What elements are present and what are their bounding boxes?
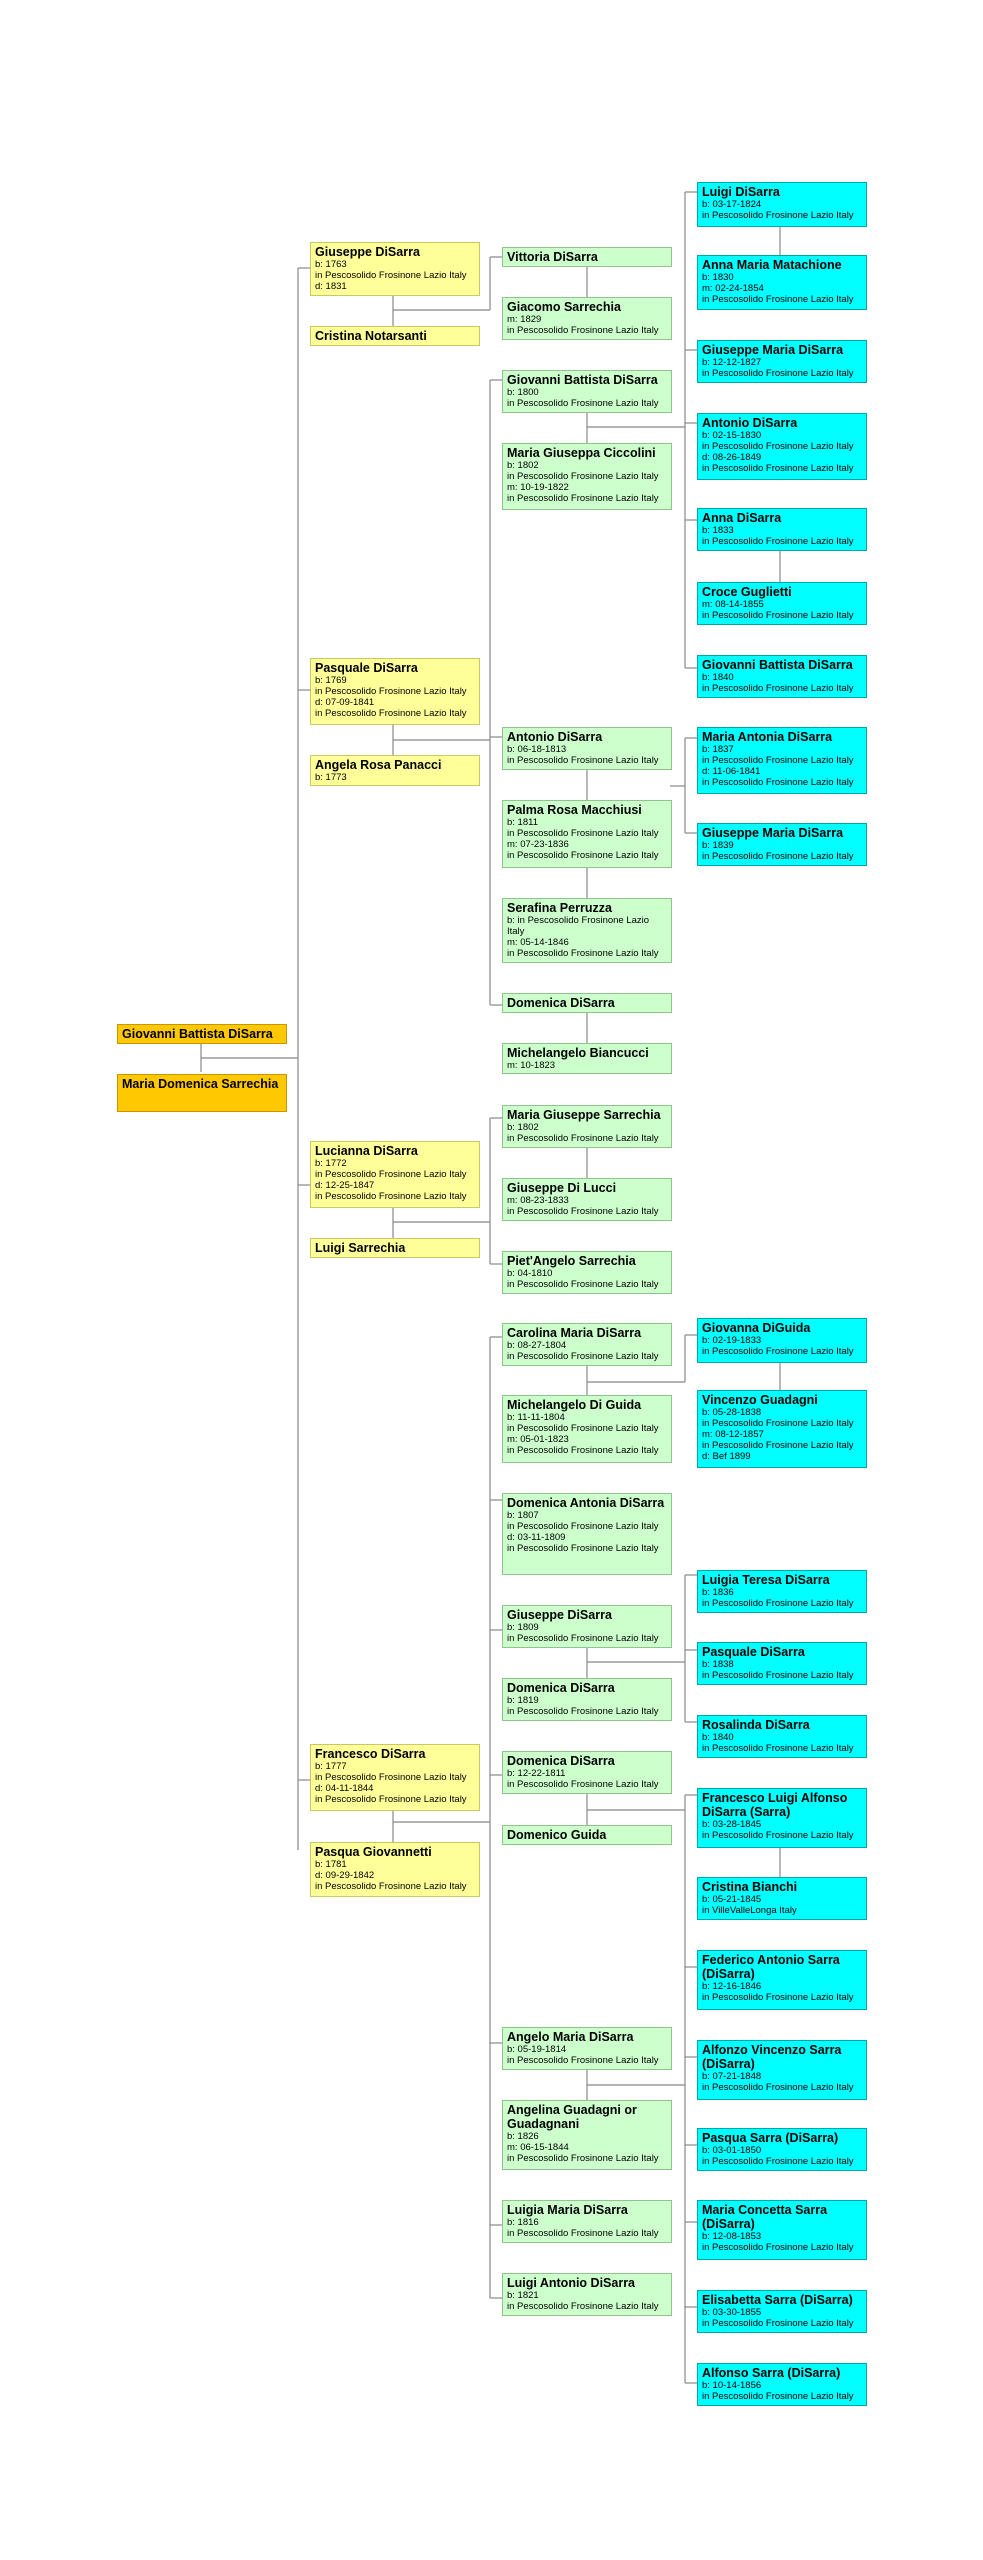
person-detail: in Pescosolido Frosinone Lazio Italy (315, 1881, 467, 1892)
person-detail: in Pescosolido Frosinone Lazio Italy (315, 270, 467, 281)
person-box[interactable] (310, 326, 480, 346)
person-detail: m: 10-1823 (507, 1060, 556, 1071)
person-detail: b: 02-19-1833 (702, 1335, 762, 1346)
person-detail: in Pescosolido Frosinone Lazio Italy (702, 2242, 854, 2253)
person-detail: b: 03-17-1824 (702, 199, 762, 210)
person-detail: in Pescosolido Frosinone Lazio Italy (507, 1445, 659, 1456)
person-box[interactable] (697, 1950, 867, 2010)
person-detail: d: 12-25-1847 (315, 1180, 375, 1191)
person-name: Anna DiSarra (702, 511, 782, 525)
person-detail: in Pescosolido Frosinone Lazio Italy (507, 1521, 659, 1532)
person-box[interactable] (502, 247, 672, 267)
person-name: Cristina Bianchi (702, 1880, 798, 1894)
person-name: Michelangelo Biancucci (507, 1046, 649, 1060)
person-detail: b: 05-21-1845 (702, 1894, 762, 1905)
person-box[interactable] (502, 2273, 672, 2316)
person-detail: b: 1781 (315, 1859, 347, 1870)
person-detail: b: 1802 (507, 460, 539, 471)
person-detail: b: 1836 (702, 1587, 734, 1598)
person-detail: b: 07-21-1848 (702, 2071, 762, 2082)
person-name: Luigi Antonio DiSarra (507, 2276, 636, 2290)
person-detail: b: 12-08-1853 (702, 2231, 762, 2242)
person-name: Giacomo Sarrechia (507, 300, 621, 314)
person-name: Anna Maria Matachione (702, 258, 842, 272)
person-box[interactable] (697, 1318, 867, 1363)
person-box[interactable] (502, 727, 672, 770)
person-detail: in Pescosolido Frosinone Lazio Italy (315, 708, 467, 719)
person-name: Giuseppe Maria DiSarra (702, 343, 844, 357)
person-detail: b: 1763 (315, 259, 347, 270)
person-name: Vincenzo Guadagni (702, 1393, 818, 1407)
person-detail: b: 1769 (315, 675, 347, 686)
person-name: Serafina Perruzza (507, 901, 612, 915)
person-detail: d: Bef 1899 (702, 1451, 751, 1462)
person-box[interactable] (502, 1178, 672, 1221)
person-detail: in Pescosolido Frosinone Lazio Italy (702, 1830, 854, 1841)
person-box[interactable] (310, 658, 480, 725)
person-name: Elisabetta Sarra (DiSarra) (702, 2293, 853, 2307)
person-detail: m: 05-14-1846 (507, 937, 569, 948)
person-detail: in Pescosolido Frosinone Lazio Italy (507, 1543, 659, 1554)
person-name: Lucianna DiSarra (315, 1144, 418, 1158)
person-box[interactable] (310, 1744, 480, 1811)
person-detail: in Pescosolido Frosinone Lazio Italy (507, 2153, 659, 2164)
person-name: Croce Guglietti (702, 585, 792, 599)
person-detail: b: 1819 (507, 1695, 539, 1706)
person-detail: in Pescosolido Frosinone Lazio Italy (507, 471, 659, 482)
person-name: Luigi Sarrechia (315, 1241, 406, 1255)
person-box[interactable] (310, 1238, 480, 1258)
person-detail: in Pescosolido Frosinone Lazio Italy (702, 2391, 854, 2402)
person-box[interactable] (502, 898, 672, 963)
person-name: Antonio DiSarra (507, 730, 603, 744)
person-detail: in Pescosolido Frosinone Lazio Italy (507, 2055, 659, 2066)
person-box[interactable] (697, 1390, 867, 1468)
person-detail: b: 12-12-1827 (702, 357, 762, 368)
person-name: Alfonso Sarra (DiSarra) (702, 2366, 841, 2380)
person-box[interactable] (697, 1570, 867, 1613)
person-detail: d: 04-11-1844 (315, 1783, 374, 1794)
person-box[interactable] (502, 1678, 672, 1721)
person-box[interactable] (697, 2363, 867, 2406)
person-name: Giovanna DiGuida (702, 1321, 811, 1335)
person-detail: b: 1826 (507, 2131, 539, 2142)
person-name: Maria Giuseppe Sarrechia (507, 1108, 661, 1122)
person-name: Giuseppe Di Lucci (507, 1181, 617, 1195)
person-box[interactable] (502, 993, 672, 1013)
person-detail: in Pescosolido Frosinone Lazio Italy (507, 1351, 659, 1362)
person-name: Vittoria DiSarra (507, 250, 598, 264)
person-box[interactable] (697, 1715, 867, 1758)
person-box[interactable] (697, 727, 867, 794)
person-detail: in Pescosolido Frosinone Lazio Italy (702, 1670, 854, 1681)
person-name: Giovanni Battista DiSarra (122, 1027, 273, 1041)
person-name: Alfonzo Vincenzo Sarra (DiSarra) (702, 2043, 842, 2071)
person-name: Giuseppe DiSarra (315, 245, 420, 259)
person-box[interactable] (502, 443, 672, 510)
person-detail: m: 02-24-1854 (702, 283, 764, 294)
person-detail: in Pescosolido Frosinone Lazio Italy (507, 828, 659, 839)
person-detail: in Pescosolido Frosinone Lazio Italy (702, 2156, 854, 2167)
person-box[interactable] (697, 655, 867, 698)
person-detail: b: 11-11-1804 (507, 1412, 565, 1423)
person-box[interactable] (502, 1395, 672, 1463)
person-name: Palma Rosa Macchiusi (507, 803, 642, 817)
person-name: Cristina Notarsanti (315, 329, 427, 343)
person-name: Domenica Antonia DiSarra (507, 1496, 665, 1510)
person-name: Luigi DiSarra (702, 185, 780, 199)
person-box[interactable] (502, 1043, 672, 1074)
person-box[interactable] (697, 582, 867, 625)
person-detail: b: 04-1810 (507, 1268, 553, 1279)
person-name: Michelangelo Di Guida (507, 1398, 642, 1412)
person-detail: b: 03-01-1850 (702, 2145, 762, 2156)
person-box[interactable] (697, 2200, 867, 2260)
person-detail: in Pescosolido Frosinone Lazio Italy (702, 210, 854, 221)
person-detail: in Pescosolido Frosinone Lazio Italy (702, 368, 854, 379)
person-name: Maria Domenica Sarrechia (122, 1077, 279, 1091)
person-detail: d: 1831 (315, 281, 347, 292)
person-detail: d: 03-11-1809 (507, 1532, 566, 1543)
person-box[interactable] (697, 413, 867, 480)
person-name: Piet'Angelo Sarrechia (507, 1254, 636, 1268)
person-detail: d: 07-09-1841 (315, 697, 375, 708)
person-detail: in Pescosolido Frosinone Lazio Italy (507, 493, 659, 504)
person-box[interactable] (697, 823, 867, 866)
person-box[interactable] (502, 2200, 672, 2243)
person-box[interactable] (502, 2027, 672, 2070)
person-name: Pasqua Sarra (DiSarra) (702, 2131, 839, 2145)
person-detail: m: 05-01-1823 (507, 1434, 569, 1445)
person-name: Domenica DiSarra (507, 996, 615, 1010)
person-detail: in Pescosolido Frosinone Lazio Italy (507, 2228, 659, 2239)
person-detail: d: 09-29-1842 (315, 1870, 375, 1881)
person-box[interactable] (310, 1842, 480, 1897)
person-detail: b: 12-16-1846 (702, 1981, 762, 1992)
person-name: Rosalinda DiSarra (702, 1718, 810, 1732)
person-detail: in Pescosolido Frosinone Lazio Italy (507, 755, 659, 766)
person-detail: in Pescosolido Frosinone Lazio Italy (507, 1706, 659, 1717)
person-detail: b: 05-19-1814 (507, 2044, 567, 2055)
person-detail: b: 10-14-1856 (702, 2380, 762, 2391)
person-detail: d: 11-06-1841 (702, 766, 761, 777)
person-detail: b: 1800 (507, 387, 539, 398)
person-detail: in Pescosolido Frosinone Lazio Italy (702, 294, 854, 305)
person-name: Federico Antonio Sarra (DiSarra) (702, 1953, 840, 1981)
person-box[interactable] (310, 755, 480, 786)
person-detail: in Pescosolido Frosinone Lazio Italy (507, 1633, 659, 1644)
person-detail: d: 08-26-1849 (702, 452, 762, 463)
person-detail: m: 08-12-1857 (702, 1429, 764, 1440)
person-detail: in Pescosolido Frosinone Lazio Italy (507, 850, 659, 861)
person-detail: in Pescosolido Frosinone Lazio Italy (507, 1279, 659, 1290)
person-detail: in Pescosolido Frosinone Lazio Italy (315, 1772, 467, 1783)
person-box[interactable] (502, 1751, 672, 1794)
person-box[interactable] (502, 800, 672, 868)
person-name: Domenica DiSarra (507, 1681, 615, 1695)
person-detail: b: 05-28-1838 (702, 1407, 762, 1418)
person-detail: in Pescosolido Frosinone Lazio Italy (702, 463, 854, 474)
person-name: Francesco Luigi Alfonso DiSarra (Sarra) (702, 1791, 848, 1819)
person-name: Luigia Teresa DiSarra (702, 1573, 830, 1587)
person-detail: b: in Pescosolido Frosinone Lazio Italy (507, 915, 650, 937)
person-detail: in Pescosolido Frosinone Lazio Italy (702, 683, 854, 694)
person-detail: b: 08-27-1804 (507, 1340, 567, 1351)
person-box[interactable] (697, 1642, 867, 1685)
person-name: Carolina Maria DiSarra (507, 1326, 642, 1340)
person-detail: b: 1839 (702, 840, 734, 851)
person-detail: in Pescosolido Frosinone Lazio Italy (315, 1794, 467, 1805)
person-detail: in Pescosolido Frosinone Lazio Italy (315, 686, 467, 697)
person-detail: in VilleValleLonga Italy (702, 1905, 797, 1916)
person-detail: b: 1772 (315, 1158, 347, 1169)
person-detail: b: 06-18-1813 (507, 744, 567, 755)
person-name: Francesco DiSarra (315, 1747, 426, 1761)
person-detail: in Pescosolido Frosinone Lazio Italy (702, 1440, 854, 1451)
person-detail: m: 08-14-1855 (702, 599, 764, 610)
person-detail: in Pescosolido Frosinone Lazio Italy (702, 610, 854, 621)
person-box[interactable] (697, 1877, 867, 1920)
person-detail: b: 1811 (507, 817, 538, 828)
person-box[interactable] (697, 340, 867, 383)
person-box[interactable] (502, 1251, 672, 1294)
person-detail: b: 1837 (702, 744, 734, 755)
person-detail: in Pescosolido Frosinone Lazio Italy (702, 851, 854, 862)
person-detail: in Pescosolido Frosinone Lazio Italy (507, 1423, 659, 1434)
person-detail: in Pescosolido Frosinone Lazio Italy (507, 325, 659, 336)
person-detail: b: 1816 (507, 2217, 539, 2228)
person-box[interactable] (697, 182, 867, 227)
person-detail: in Pescosolido Frosinone Lazio Italy (315, 1169, 467, 1180)
person-detail: in Pescosolido Frosinone Lazio Italy (702, 2082, 854, 2093)
person-detail: b: 1838 (702, 1659, 734, 1670)
person-box[interactable] (502, 1105, 672, 1148)
person-detail: b: 1777 (315, 1761, 347, 1772)
person-box[interactable] (117, 1024, 287, 1044)
person-name: Maria Antonia DiSarra (702, 730, 833, 744)
person-name: Angelina Guadagni or Guadagnani (507, 2103, 637, 2131)
person-detail: in Pescosolido Frosinone Lazio Italy (702, 536, 854, 547)
person-detail: in Pescosolido Frosinone Lazio Italy (507, 1779, 659, 1790)
person-detail: b: 02-15-1830 (702, 430, 762, 441)
person-box[interactable] (310, 242, 480, 296)
person-detail: b: 1833 (702, 525, 734, 536)
person-detail: in Pescosolido Frosinone Lazio Italy (702, 441, 854, 452)
person-detail: m: 08-23-1833 (507, 1195, 569, 1206)
person-name: Pasquale DiSarra (315, 661, 418, 675)
person-detail: in Pescosolido Frosinone Lazio Italy (507, 1206, 659, 1217)
person-detail: in Pescosolido Frosinone Lazio Italy (702, 755, 854, 766)
person-name: Maria Concetta Sarra (DiSarra) (702, 2203, 828, 2231)
person-box[interactable] (697, 2290, 867, 2333)
person-box[interactable] (117, 1074, 287, 1112)
person-detail: b: 1773 (315, 772, 347, 783)
person-name: Giovanni Battista DiSarra (507, 373, 658, 387)
person-detail: in Pescosolido Frosinone Lazio Italy (702, 1743, 854, 1754)
person-name: Pasqua Giovannetti (315, 1845, 432, 1859)
person-detail: in Pescosolido Frosinone Lazio Italy (315, 1191, 467, 1202)
person-detail: b: 1802 (507, 1122, 539, 1133)
person-detail: b: 1807 (507, 1510, 539, 1521)
person-box[interactable] (697, 2128, 867, 2171)
person-box[interactable] (697, 2040, 867, 2100)
person-box[interactable] (502, 370, 672, 413)
person-detail: in Pescosolido Frosinone Lazio Italy (507, 398, 659, 409)
person-name: Domenico Guida (507, 1828, 607, 1842)
person-box[interactable] (697, 508, 867, 551)
person-box[interactable] (502, 1493, 672, 1575)
person-name: Angela Rosa Panacci (315, 758, 442, 772)
person-box[interactable] (502, 1323, 672, 1366)
person-detail: in Pescosolido Frosinone Lazio Italy (507, 2301, 659, 2312)
person-detail: in Pescosolido Frosinone Lazio Italy (507, 948, 659, 959)
person-detail: m: 07-23-1836 (507, 839, 569, 850)
person-detail: in Pescosolido Frosinone Lazio Italy (702, 1418, 854, 1429)
person-detail: m: 06-15-1844 (507, 2142, 569, 2153)
person-detail: in Pescosolido Frosinone Lazio Italy (702, 1992, 854, 2003)
person-detail: b: 03-28-1845 (702, 1819, 762, 1830)
person-name: Giuseppe DiSarra (507, 1608, 612, 1622)
person-detail: in Pescosolido Frosinone Lazio Italy (702, 1598, 854, 1609)
person-detail: b: 1809 (507, 1622, 539, 1633)
person-detail: b: 1840 (702, 1732, 734, 1743)
person-detail: in Pescosolido Frosinone Lazio Italy (702, 1346, 854, 1357)
person-detail: m: 10-19-1822 (507, 482, 569, 493)
person-box[interactable] (502, 1605, 672, 1648)
person-box[interactable] (310, 1141, 480, 1208)
person-box[interactable] (697, 255, 867, 310)
person-box[interactable] (697, 1788, 867, 1848)
person-detail: m: 1829 (507, 314, 542, 325)
person-detail: b: 03-30-1855 (702, 2307, 762, 2318)
person-name: Luigia Maria DiSarra (507, 2203, 628, 2217)
person-box[interactable] (502, 2100, 672, 2170)
person-detail: b: 1840 (702, 672, 734, 683)
person-name: Antonio DiSarra (702, 416, 798, 430)
person-name: Giovanni Battista DiSarra (702, 658, 853, 672)
person-name: Angelo Maria DiSarra (507, 2030, 634, 2044)
person-detail: in Pescosolido Frosinone Lazio Italy (702, 777, 854, 788)
person-detail: in Pescosolido Frosinone Lazio Italy (702, 2318, 854, 2329)
person-box[interactable] (502, 297, 672, 340)
person-detail: in Pescosolido Frosinone Lazio Italy (507, 1133, 659, 1144)
person-name: Giuseppe Maria DiSarra (702, 826, 844, 840)
person-detail: b: 12-22-1811 (507, 1768, 566, 1779)
person-detail: b: 1821 (507, 2290, 539, 2301)
person-name: Pasquale DiSarra (702, 1645, 805, 1659)
person-detail: b: 1830 (702, 272, 734, 283)
person-name: Domenica DiSarra (507, 1754, 615, 1768)
person-name: Maria Giuseppa Ciccolini (507, 446, 656, 460)
person-box[interactable] (502, 1825, 672, 1845)
